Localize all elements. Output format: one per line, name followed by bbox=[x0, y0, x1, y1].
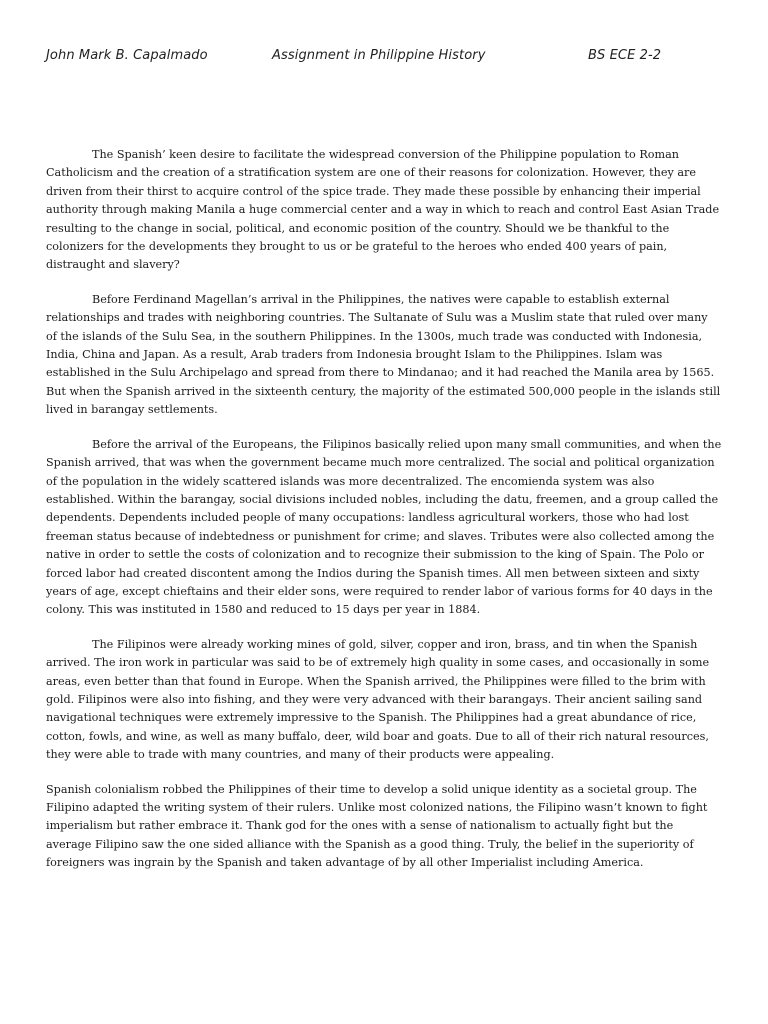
document-header bbox=[46, 48, 728, 66]
paragraph-5: Spanish colonialism robbed the Philippines of their time to develop a solid unique identity as a societal group. The Filipino adapted the writing system of their rulers. Unlike most colonized nations, the Filipino wasn’t known to fight imperialism but rather embrace it. Thank god for the ones with a sense of nationalism to actually fight but the average Filipino saw the one sided alliance with the Spanish as a good thing. Truly, the belief in the superiority of foreigners was ingrain by the Spanish and taken advantage of by all other Imperialist including America. bbox=[46, 782, 708, 870]
course-section: BS ECE 2-2 bbox=[588, 48, 662, 63]
author-name: John Mark B. Capalmado bbox=[46, 48, 208, 63]
essay-body bbox=[46, 146, 722, 889]
paragraph-1: The Spanish’ keen desire to facilitate the widespread conversion of the Philippine population to Roman Catholicism and the creation of a stratification system are one of their reasons for colonization. However, they are driven from their thirst to acquire control of the spice trade. They made these possible by enhancing their imperial authority through making Manila a huge commercial center and a way in which to reach and control East Asian Trade resulting to the change in social, political, and economic position of the country. Should we be thankful to the colonizers for the developments they brought to us or be grateful to the heroes who ended 400 years of pain, distraught and slavery? bbox=[46, 148, 720, 272]
paragraph-4: The Filipinos were already working mines of gold, silver, copper and iron, brass, and tin when the Spanish arrived. The iron work in particular was said to be of extremely high quality in some cases, and occasionally in some areas, even better than that found in Europe. When the Spanish arrived, the Philippines were filled to the brim with gold. Filipinos were also into fishing, and they were very advanced with their barangays. Their ancient sailing sand navigational techniques were extremely impressive to the Spanish. The Philippines had a great abundance of rice, cotton, fowls, and wine, as well as many buffalo, deer, wild boar and goats. Due to all of their rich natural resources, they were able to trade with many countries, and many of their products were appealing. bbox=[46, 637, 710, 762]
paragraph-2: Before Ferdinand Magellan’s arrival in the Philippines, the natives were capable to establish external relationships and trades with neighboring countries. The Sultanate of Sulu was a Muslim state that ruled over many of the islands of the Sulu Sea, in the southern Philippines. In the 1300s, much trade was conducted with Indonesia, India, China and Japan. As a result, Arab traders from Indonesia brought Islam to the Philippines. Islam was established in the Sulu Archipelago and spread from there to Mindanao; and it had reached the Manila area by 1565. But when the Spanish arrived in the sixteenth century, the majority of the estimated 500,000 people in the islands still lived in barangay settlements. bbox=[46, 292, 721, 417]
paragraph-3: Before the arrival of the Europeans, the Filipinos basically relied upon many small communities, and when the Spanish arrived, that was when the government became much more centralized. The social and political organization of the population in the widely scattered islands was more decentralized. The encomienda system was also established. Within the barangay, social divisions included nobles, including the datu, freemen, and a group called the dependents. Dependents included people of many occupations: landless agricultural workers, those who had lost freeman status because of indebtedness or punishment for crime; and slaves. Tributes were also collected among the native in order to settle the costs of colonization and to recognize their submission to the king of Spain. The Polo or forced labor had created discontent among the Indios during the Spanish times. All men between sixteen and sixty years of age, except chieftains and their elder sons, were required to render labor of various forms for 40 days in the colony. This was instituted in 1580 and reduced to 15 days per year in 1884. bbox=[46, 437, 722, 617]
assignment-title: Assignment in Philippine History bbox=[272, 48, 486, 63]
